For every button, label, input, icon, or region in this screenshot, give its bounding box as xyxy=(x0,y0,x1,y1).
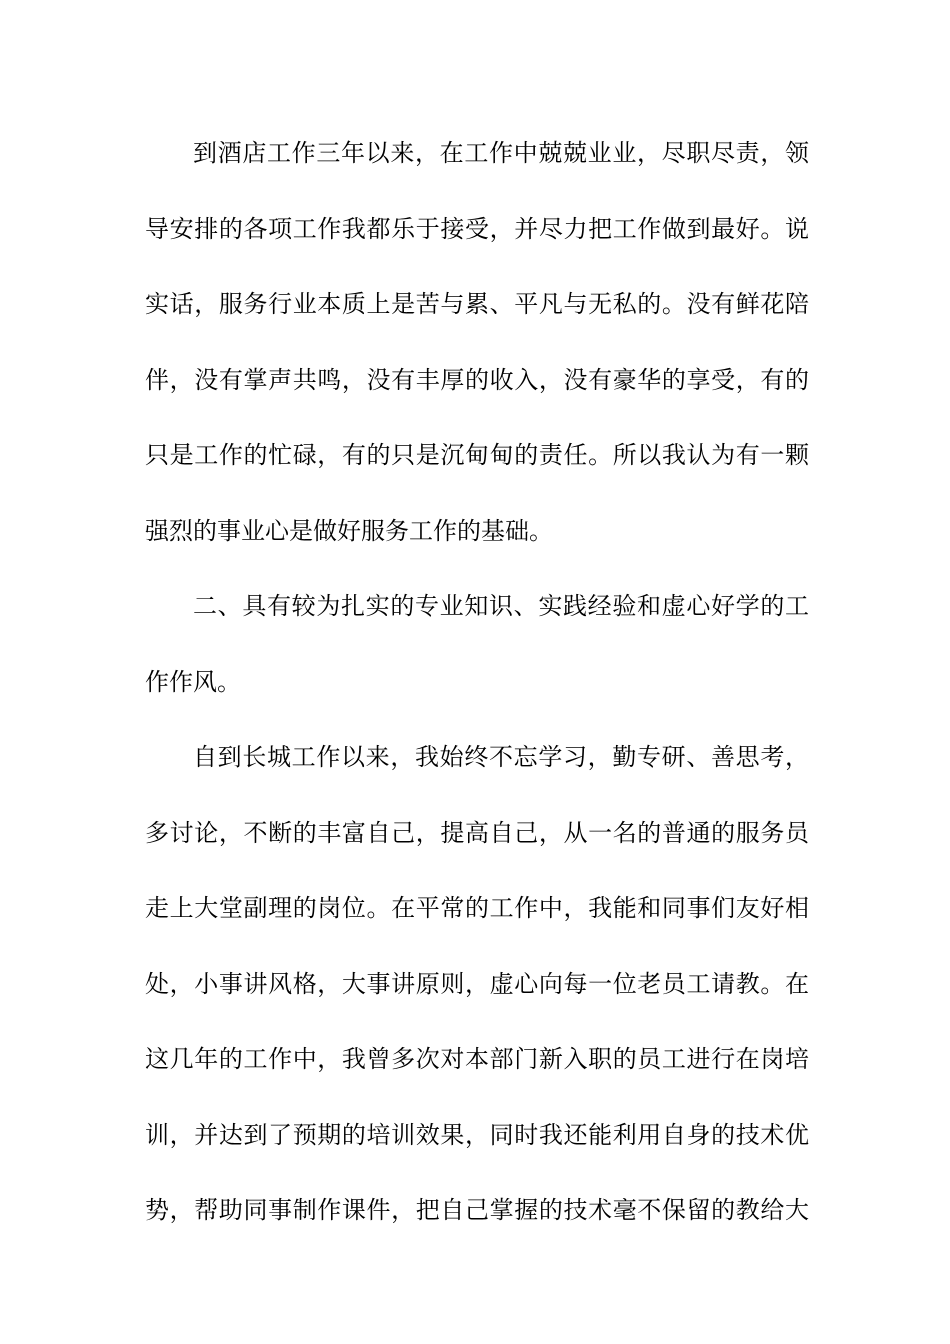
paragraph-line: 实话，服务行业本质上是苦与累、平凡与无私的。没有鲜花陪 xyxy=(145,290,809,318)
paragraph-line: 强烈的事业心是做好服务工作的基础。 xyxy=(145,516,553,545)
section-heading-line: 作作风。 xyxy=(145,667,241,696)
document-body xyxy=(145,128,809,1261)
paragraph-line: 训，并达到了预期的培训效果，同时我还能利用自身的技术优 xyxy=(145,1120,809,1149)
paragraph-line: 伴，没有掌声共鸣，没有丰厚的收入，没有豪华的享受，有的 xyxy=(145,365,809,394)
paragraph-line: 这几年的工作中，我曾多次对本部门新入职的员工进行在岗培 xyxy=(145,1045,809,1073)
paragraph-line: 多讨论，不断的丰富自己，提高自己，从一名的普通的服务员 xyxy=(145,818,809,847)
paragraph-line: 走上大堂副理的岗位。在平常的工作中，我能和同事们友好相 xyxy=(145,894,809,922)
paragraph-line: 处，小事讲风格，大事讲原则，虚心向每一位老员工请教。在 xyxy=(145,969,809,998)
paragraph-line: 到酒店工作三年以来，在工作中兢兢业业，尽职尽责，领 xyxy=(193,139,809,167)
paragraph-line: 自到长城工作以来，我始终不忘学习，勤专研、善思考， xyxy=(193,743,809,771)
paragraph-line: 导安排的各项工作我都乐于接受，并尽力把工作做到最好。说 xyxy=(145,214,809,243)
paragraph-line: 势，帮助同事制作课件，把自己掌握的技术毫不保留的教给大 xyxy=(145,1196,809,1224)
section-heading-line: 二、具有较为扎实的专业知识、实践经验和虚心好学的工 xyxy=(193,592,809,620)
paragraph-line: 只是工作的忙碌，有的只是沉甸甸的责任。所以我认为有一颗 xyxy=(145,441,809,469)
